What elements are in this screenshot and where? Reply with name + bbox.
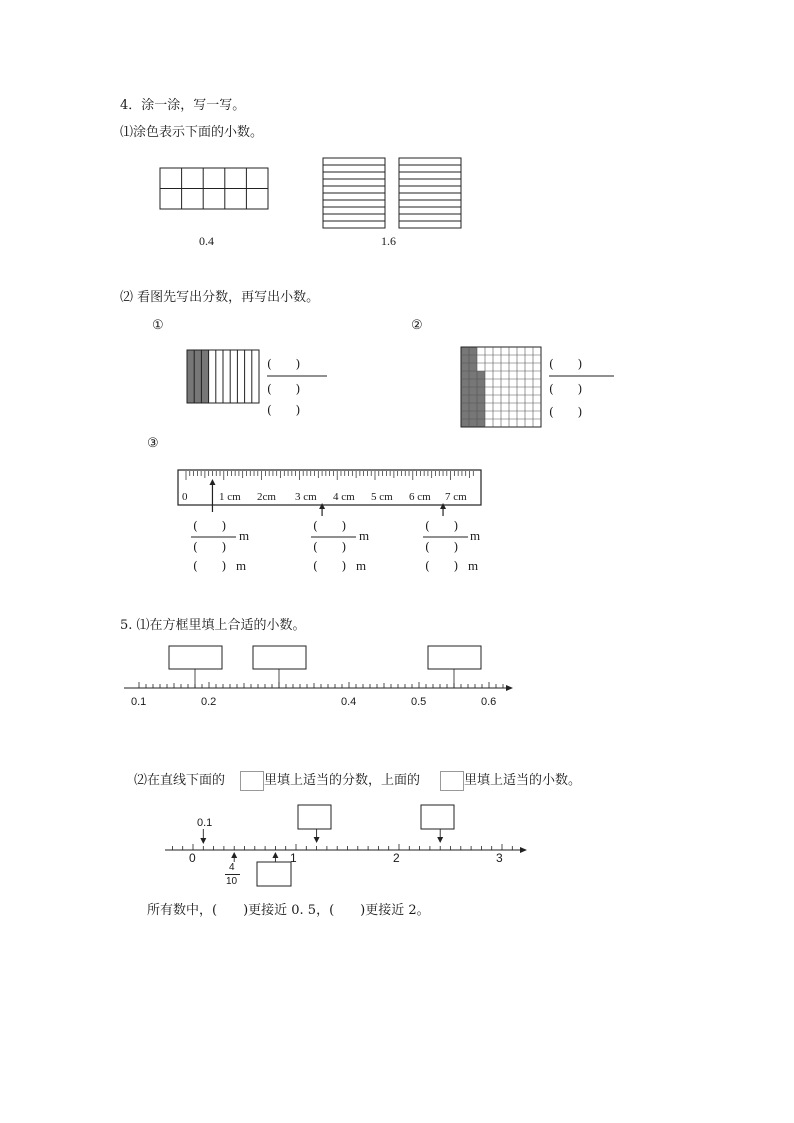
item-marker-3: ③ bbox=[147, 436, 159, 451]
strip-figure-1 bbox=[187, 350, 259, 403]
ruler-unit-2b: m bbox=[356, 558, 367, 573]
ruler-zero-label: 0 bbox=[182, 491, 188, 503]
nl2-tick-label-3: 3 bbox=[496, 851, 503, 865]
q4-part1-label: ⑴涂色表示下面的小数。 bbox=[120, 125, 264, 140]
fraction-bottom-blank-2[interactable]: ( ) bbox=[549, 382, 583, 396]
nl1-tick-label-0-5: 0.5 bbox=[411, 696, 427, 708]
squares-caption: 1.6 bbox=[381, 234, 396, 248]
decimal-blank-2[interactable]: ( ) bbox=[549, 405, 583, 419]
fraction-bottom-blank-1[interactable]: ( ) bbox=[267, 382, 301, 396]
ruler-decimal-1[interactable]: ( ) bbox=[193, 559, 227, 573]
nl2-tick-label-1: 1 bbox=[290, 851, 297, 865]
answer-box-above bbox=[298, 805, 331, 829]
nl2-tick-label-0: 0 bbox=[189, 851, 196, 865]
shaded-strip bbox=[194, 350, 201, 403]
ruler-label-7: 7 cm bbox=[445, 491, 467, 503]
q4-part2-label: ⑵ 看图先写出分数，再写出小数。 bbox=[120, 290, 320, 305]
fraction-numerator: 4 bbox=[229, 862, 235, 873]
ruler-arrowhead bbox=[209, 479, 215, 485]
point-arrowhead bbox=[200, 838, 206, 844]
grid-caption: 0.4 bbox=[199, 234, 214, 248]
ruler-unit-1: m bbox=[239, 528, 250, 543]
ruler-label-5: 5 cm bbox=[371, 491, 393, 503]
ruler-decimal-3[interactable]: ( ) bbox=[425, 559, 459, 573]
answer-box bbox=[169, 646, 222, 669]
hundred-grid-2 bbox=[461, 347, 541, 427]
ruler-unit-3b: m bbox=[468, 558, 479, 573]
q5-part2-label-b: 里填上适当的分数，上面的 bbox=[264, 773, 421, 788]
shaded-strip bbox=[201, 350, 208, 403]
q5-part2-label-a: ⑵在直线下面的 bbox=[134, 773, 226, 788]
ruler-unit-1b: m bbox=[236, 558, 247, 573]
decimal-blank-1[interactable]: ( ) bbox=[267, 403, 301, 417]
shaded-strip bbox=[187, 350, 194, 403]
answer-box bbox=[428, 646, 481, 669]
ruler-frac-top-2[interactable]: ( ) bbox=[313, 519, 347, 533]
ruler-frac-bottom-3[interactable]: ( ) bbox=[425, 540, 459, 554]
nl1-tick-label-0-2: 0.2 bbox=[201, 696, 217, 708]
q5-part1-label: 5. ⑴在方框里填上合适的小数。 bbox=[120, 618, 306, 633]
point-label-0-1: 0.1 bbox=[197, 817, 213, 829]
answer-box-below bbox=[257, 862, 291, 886]
number-line-1 bbox=[124, 646, 513, 691]
ruler-frac-top-1[interactable]: ( ) bbox=[193, 519, 227, 533]
ruler-arrowhead bbox=[319, 503, 325, 509]
ruler-unit-3: m bbox=[470, 528, 481, 543]
decimal-grid-0-4[interactable] bbox=[160, 168, 268, 209]
ruler-frac-bottom-1[interactable]: ( ) bbox=[193, 540, 227, 554]
ruler-frac-top-3[interactable]: ( ) bbox=[425, 519, 459, 533]
fraction-line bbox=[225, 874, 240, 875]
item-marker-1: ① bbox=[152, 318, 164, 333]
number-line-2 bbox=[165, 805, 527, 886]
nl1-tick-label-0-4: 0.4 bbox=[341, 696, 357, 708]
ruler-decimal-2[interactable]: ( ) bbox=[313, 559, 347, 573]
fraction-top-blank-2[interactable]: ( ) bbox=[549, 357, 583, 371]
axis-arrowhead bbox=[520, 847, 527, 853]
answer-box-above bbox=[421, 805, 454, 829]
striped-square-left[interactable] bbox=[323, 158, 385, 228]
q5-part2-label-c: 里填上适当的小数。 bbox=[464, 773, 582, 788]
nl1-tick-label-0-6: 0.6 bbox=[481, 696, 497, 708]
q5-part2-footer: 所有数中，( )更接近 0. 5，( )更接近 2。 bbox=[147, 903, 430, 918]
inline-box-below bbox=[240, 771, 264, 791]
q4-title: 4．涂一涂，写一写。 bbox=[120, 98, 246, 113]
box-arrowhead bbox=[272, 852, 278, 858]
axis-arrowhead bbox=[506, 685, 513, 691]
box-arrowhead bbox=[437, 837, 443, 843]
striped-square-right[interactable] bbox=[399, 158, 461, 228]
ruler-label-2: 2cm bbox=[257, 491, 276, 503]
fraction-denominator: 10 bbox=[226, 876, 238, 887]
point-arrowhead bbox=[231, 852, 237, 858]
inline-box-above bbox=[440, 771, 464, 791]
shaded-cells bbox=[477, 371, 485, 427]
ruler-label-1: 1 cm bbox=[219, 491, 241, 503]
ruler-label-3: 3 cm bbox=[295, 491, 317, 503]
item-marker-2: ② bbox=[411, 318, 423, 333]
fraction-top-blank-1[interactable]: ( ) bbox=[267, 357, 301, 371]
ruler-label-4: 4 cm bbox=[333, 491, 355, 503]
answer-box bbox=[253, 646, 306, 669]
box-arrowhead bbox=[314, 837, 320, 843]
ruler-unit-2: m bbox=[359, 528, 370, 543]
ruler-frac-bottom-2[interactable]: ( ) bbox=[313, 540, 347, 554]
ruler-label-6: 6 cm bbox=[409, 491, 431, 503]
nl1-tick-label-0-1: 0.1 bbox=[131, 696, 147, 708]
nl2-tick-label-2: 2 bbox=[393, 851, 400, 865]
